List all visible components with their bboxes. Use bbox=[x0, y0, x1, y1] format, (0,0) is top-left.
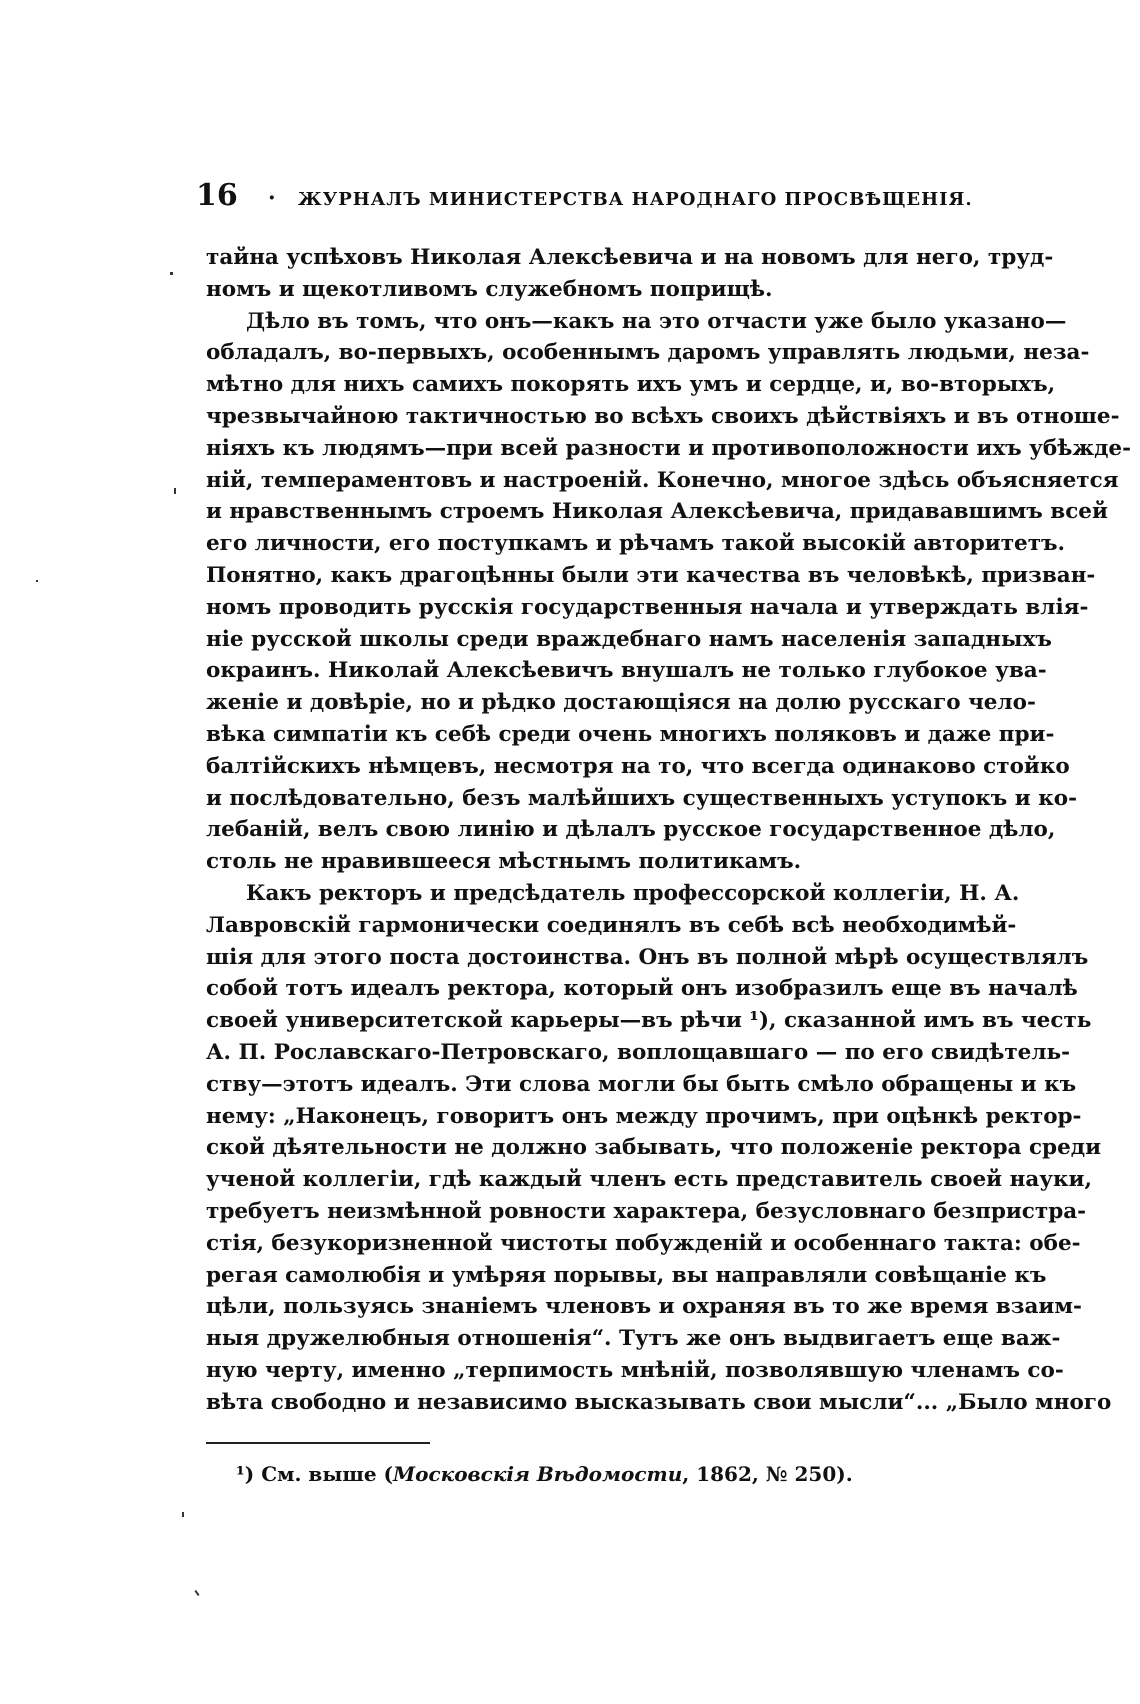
text-line: вѣта свободно и независимо высказывать свои мысли“... „Было много bbox=[206, 1389, 1112, 1415]
text-line: окраинъ. Николай Алексѣевичъ внушалъ не только глубокое ува- bbox=[206, 658, 1047, 684]
text-line: женіе и довѣріе, но и рѣдко достающіяся на долю русскаго чело- bbox=[206, 690, 1036, 716]
footnote-journal-title: Московскія Вѣдомости bbox=[393, 1462, 683, 1486]
running-title: ЖУРНАЛЪ МИНИСТЕРСТВА НАРОДНАГО ПРОСВѢЩЕНІЯ. bbox=[298, 189, 973, 210]
text-line: тайна успѣховъ Николая Алексѣевича и на новомъ для него, труд- bbox=[206, 245, 1054, 270]
text-line: ніе русской школы среди враждебнаго намъ населенія западныхъ bbox=[206, 626, 1052, 652]
text-line: нему: „Наконецъ, говоритъ онъ между прочимъ, при оцѣнкѣ ректор- bbox=[206, 1103, 1082, 1129]
text-line: ній, темпераментовъ и настроеній. Конечно, многое здѣсь объясняется bbox=[206, 467, 1119, 493]
text-line: Какъ ректоръ и предсѣдатель профессорской коллегіи, Н. А. bbox=[246, 880, 1020, 906]
paragraph bbox=[206, 306, 1132, 878]
scan-speck bbox=[174, 488, 176, 494]
text-line: А. П. Рославскаго-Петровскаго, воплощавшаго — по его свидѣтель- bbox=[206, 1039, 1071, 1065]
text-line: лебаній, велъ свою линію и дѣлалъ русское государственное дѣло, bbox=[206, 817, 1056, 843]
text-line: номъ проводить русскія государственныя начала и утверждать влія- bbox=[206, 594, 1089, 620]
text-line: ную черту, именно „терпимость мнѣній, позволявшую членамъ со- bbox=[206, 1357, 1064, 1383]
text-line: своей университетской карьеры—въ рѣчи ¹), сказанной имъ въ честь bbox=[206, 1008, 1092, 1034]
text-line: Понятно, какъ драгоцѣнны были эти качества въ человѣкѣ, призван- bbox=[206, 562, 1096, 588]
footnote-rule bbox=[206, 1442, 430, 1444]
text-line: ученой коллегіи, гдѣ каждый членъ есть представитель своей науки, bbox=[206, 1167, 1092, 1193]
text-line: ской дѣятельности не должно забывать, что положеніе ректора среди bbox=[206, 1135, 1102, 1161]
text-line: вѣка симпатіи къ себѣ среди очень многихъ поляковъ и даже при- bbox=[206, 721, 1055, 747]
footnote-suffix: , 1862, № 250). bbox=[682, 1462, 853, 1486]
page-number: 16 bbox=[196, 178, 238, 213]
text-line: Лавровскій гармонически соединялъ въ себѣ всѣ необходимѣй- bbox=[206, 912, 1017, 938]
scan-speck bbox=[36, 580, 38, 582]
text-line: требуетъ неизмѣнной ровности характера, безусловнаго безпристра- bbox=[206, 1198, 1087, 1224]
text-line: регая самолюбія и умѣряя порывы, вы направляли совѣщаніе къ bbox=[206, 1262, 1047, 1288]
text-line: столь не нравившееся мѣстнымъ политикамъ. bbox=[206, 849, 802, 875]
text-line: собой тотъ идеалъ ректора, который онъ изобразилъ еще въ началѣ bbox=[206, 976, 1078, 1002]
body-text bbox=[206, 242, 1132, 1418]
scan-speck bbox=[170, 272, 173, 275]
text-line: Дѣло въ томъ, что онъ—какъ на это отчасти уже было указано— bbox=[246, 308, 1067, 334]
scan-speck bbox=[194, 1590, 199, 1596]
text-line: обладалъ, во-первыхъ, особеннымъ даромъ управлять людьми, неза- bbox=[206, 340, 1090, 366]
text-line: цѣли, пользуясь знаніемъ членовъ и охраняя въ то же время взаим- bbox=[206, 1294, 1082, 1320]
text-line: его личности, его поступкамъ и рѣчамъ такой высокій авторитетъ. bbox=[206, 531, 1066, 557]
footnote bbox=[236, 1462, 956, 1486]
footnote-prefix: См. выше ( bbox=[261, 1462, 394, 1486]
text-line: стія, безукоризненной чистоты побужденій и особеннаго такта: обе- bbox=[206, 1230, 1081, 1256]
text-line: и послѣдовательно, безъ малѣйшихъ существенныхъ уступокъ и ко- bbox=[206, 785, 1078, 811]
text-line: чрезвычайною тактичностью во всѣхъ своихъ дѣйствіяхъ и въ отноше- bbox=[206, 403, 1120, 429]
footnote-marker: ¹) bbox=[236, 1462, 255, 1486]
paragraph bbox=[206, 878, 1112, 1419]
text-line: ныя дружелюбныя отношенія“. Тутъ же онъ выдвигаетъ еще важ- bbox=[206, 1326, 1061, 1352]
text-line: и нравственнымъ строемъ Николая Алексѣевича, придававшимъ всей bbox=[206, 499, 1108, 525]
text-line: ніяхъ къ людямъ—при всей разности и противоположности ихъ убѣжде- bbox=[206, 435, 1132, 461]
paragraph bbox=[206, 242, 1054, 306]
text-line: шія для этого поста достоинства. Онъ въ полной мѣрѣ осуществлялъ bbox=[206, 944, 1089, 970]
text-line: мѣтно для нихъ самихъ покорять ихъ умъ и сердце, и, во-вторыхъ, bbox=[206, 372, 1056, 398]
text-line: номъ и щекотливомъ служебномъ поприщѣ. bbox=[206, 276, 773, 302]
running-header bbox=[196, 178, 1016, 218]
text-line: балтійскихъ нѣмцевъ, несмотря на то, что всегда одинаково стойко bbox=[206, 753, 1070, 779]
scan-speck bbox=[182, 1512, 184, 1517]
text-line: ству—этотъ идеалъ. Эти слова могли бы быть смѣло обращены и къ bbox=[206, 1071, 1077, 1097]
header-separator: · bbox=[268, 185, 276, 211]
